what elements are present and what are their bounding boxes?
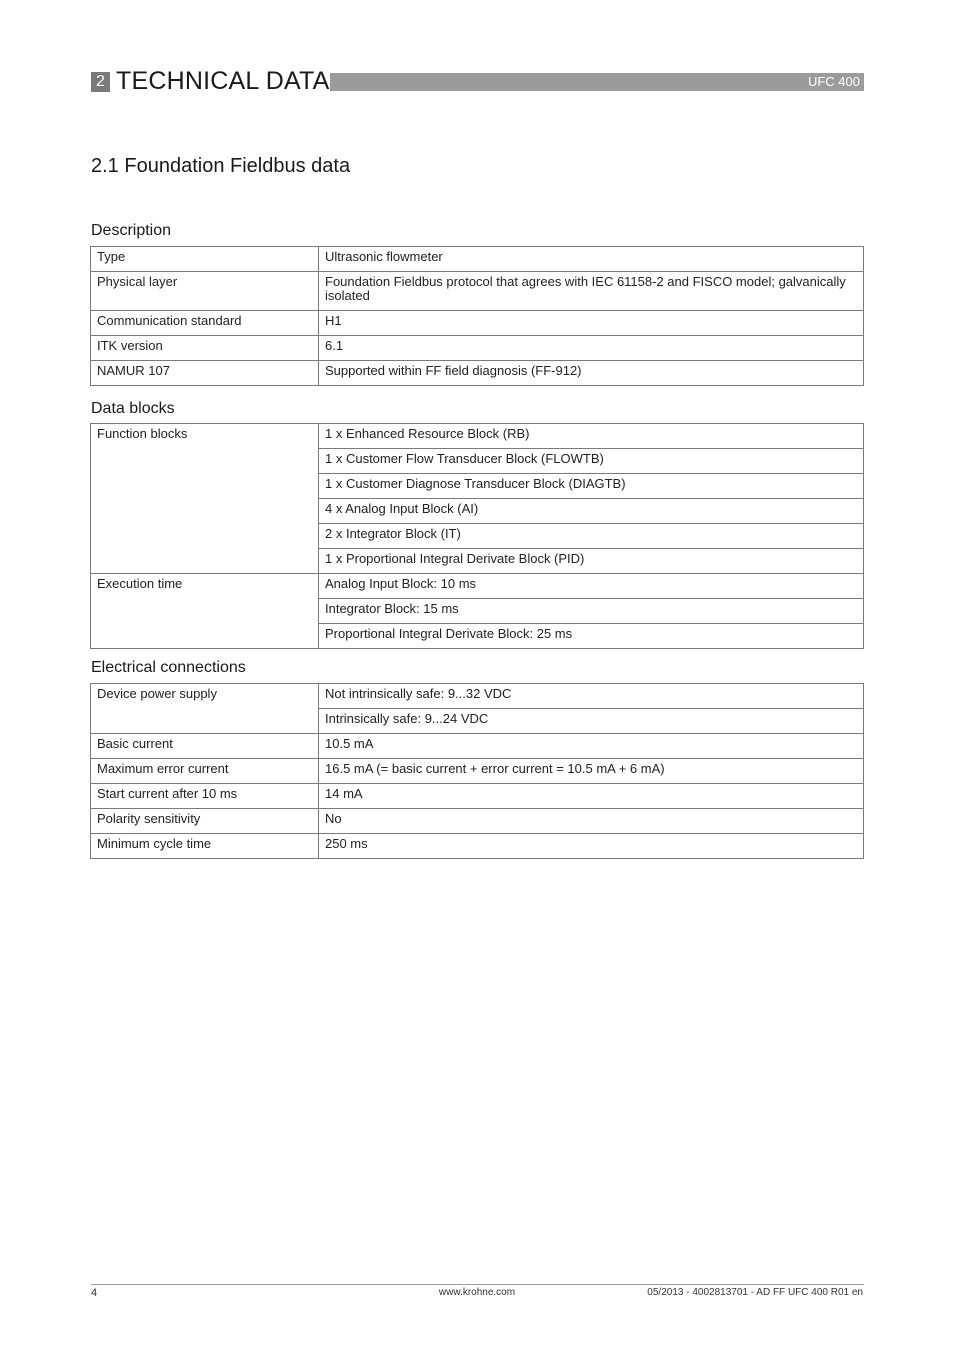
row-key: Maximum error current [91,759,319,784]
row-key: NAMUR 107 [91,361,319,386]
chapter-number: 2 [91,72,110,92]
footer-url: www.krohne.com [438,1287,516,1298]
row-value: Intrinsically safe: 9...24 VDC [319,709,864,734]
row-key: Start current after 10 ms [91,784,319,809]
table-row [91,574,864,599]
table-row [91,809,864,834]
description-table [90,246,864,386]
electrical-heading: Electrical connections [91,659,246,676]
description-heading: Description [91,222,172,239]
row-value: Foundation Fieldbus protocol that agrees with IEC 61158-2 and FISCO model; galvanically isolated [319,272,864,311]
row-key: Minimum cycle time [91,834,319,859]
row-value: 6.1 [319,336,864,361]
row-key: ITK version [91,336,319,361]
row-value: 10.5 mA [319,734,864,759]
table-row [91,759,864,784]
row-key: Communication standard [91,311,319,336]
row-value: 16.5 mA (= basic current + error current = 10.5 mA + 6 mA) [319,759,864,784]
table-row [91,247,864,272]
row-value: No [319,809,864,834]
data-blocks-heading: Data blocks [91,400,175,417]
row-value: 14 mA [319,784,864,809]
table-row [91,684,864,709]
data-blocks-table [90,423,864,649]
row-value: Analog Input Block: 10 ms [319,574,864,599]
row-value: 250 ms [319,834,864,859]
row-value: 1 x Customer Flow Transducer Block (FLOWTB) [319,449,864,474]
footer-divider [91,1284,864,1285]
table-row [91,834,864,859]
table-row [91,336,864,361]
table-row [91,424,864,449]
table-row [91,784,864,809]
row-value: H1 [319,311,864,336]
row-value: Ultrasonic flowmeter [319,247,864,272]
chapter-title: TECHNICAL DATA [116,67,330,95]
row-value: Supported within FF field diagnosis (FF-912) [319,361,864,386]
footer-doc-id: 05/2013 - 4002813701 - AD FF UFC 400 R01 en [647,1287,863,1298]
row-key: Basic current [91,734,319,759]
row-value: 1 x Customer Diagnose Transducer Block (DIAGTB) [319,474,864,499]
electrical-table [90,683,864,859]
chapter-header [91,67,864,95]
table-row [91,311,864,336]
row-value: 1 x Proportional Integral Derivate Block (PID) [319,549,864,574]
row-value: Integrator Block: 15 ms [319,599,864,624]
row-key: Type [91,247,319,272]
row-key: Physical layer [91,272,319,311]
row-key: Device power supply [91,684,319,734]
section-title: 2.1 Foundation Fieldbus data [91,155,351,177]
product-name: UFC 400 [807,74,860,89]
table-row [91,734,864,759]
table-row [91,361,864,386]
row-key: Polarity sensitivity [91,809,319,834]
row-value: Not intrinsically safe: 9...32 VDC [319,684,864,709]
row-value: 4 x Analog Input Block (AI) [319,499,864,524]
chapter-bar [330,73,864,91]
page-number: 4 [91,1287,98,1299]
row-value: Proportional Integral Derivate Block: 25 ms [319,624,864,649]
row-value: 1 x Enhanced Resource Block (RB) [319,424,864,449]
row-key: Execution time [91,574,319,649]
row-key: Function blocks [91,424,319,574]
table-row [91,272,864,311]
row-value: 2 x Integrator Block (IT) [319,524,864,549]
